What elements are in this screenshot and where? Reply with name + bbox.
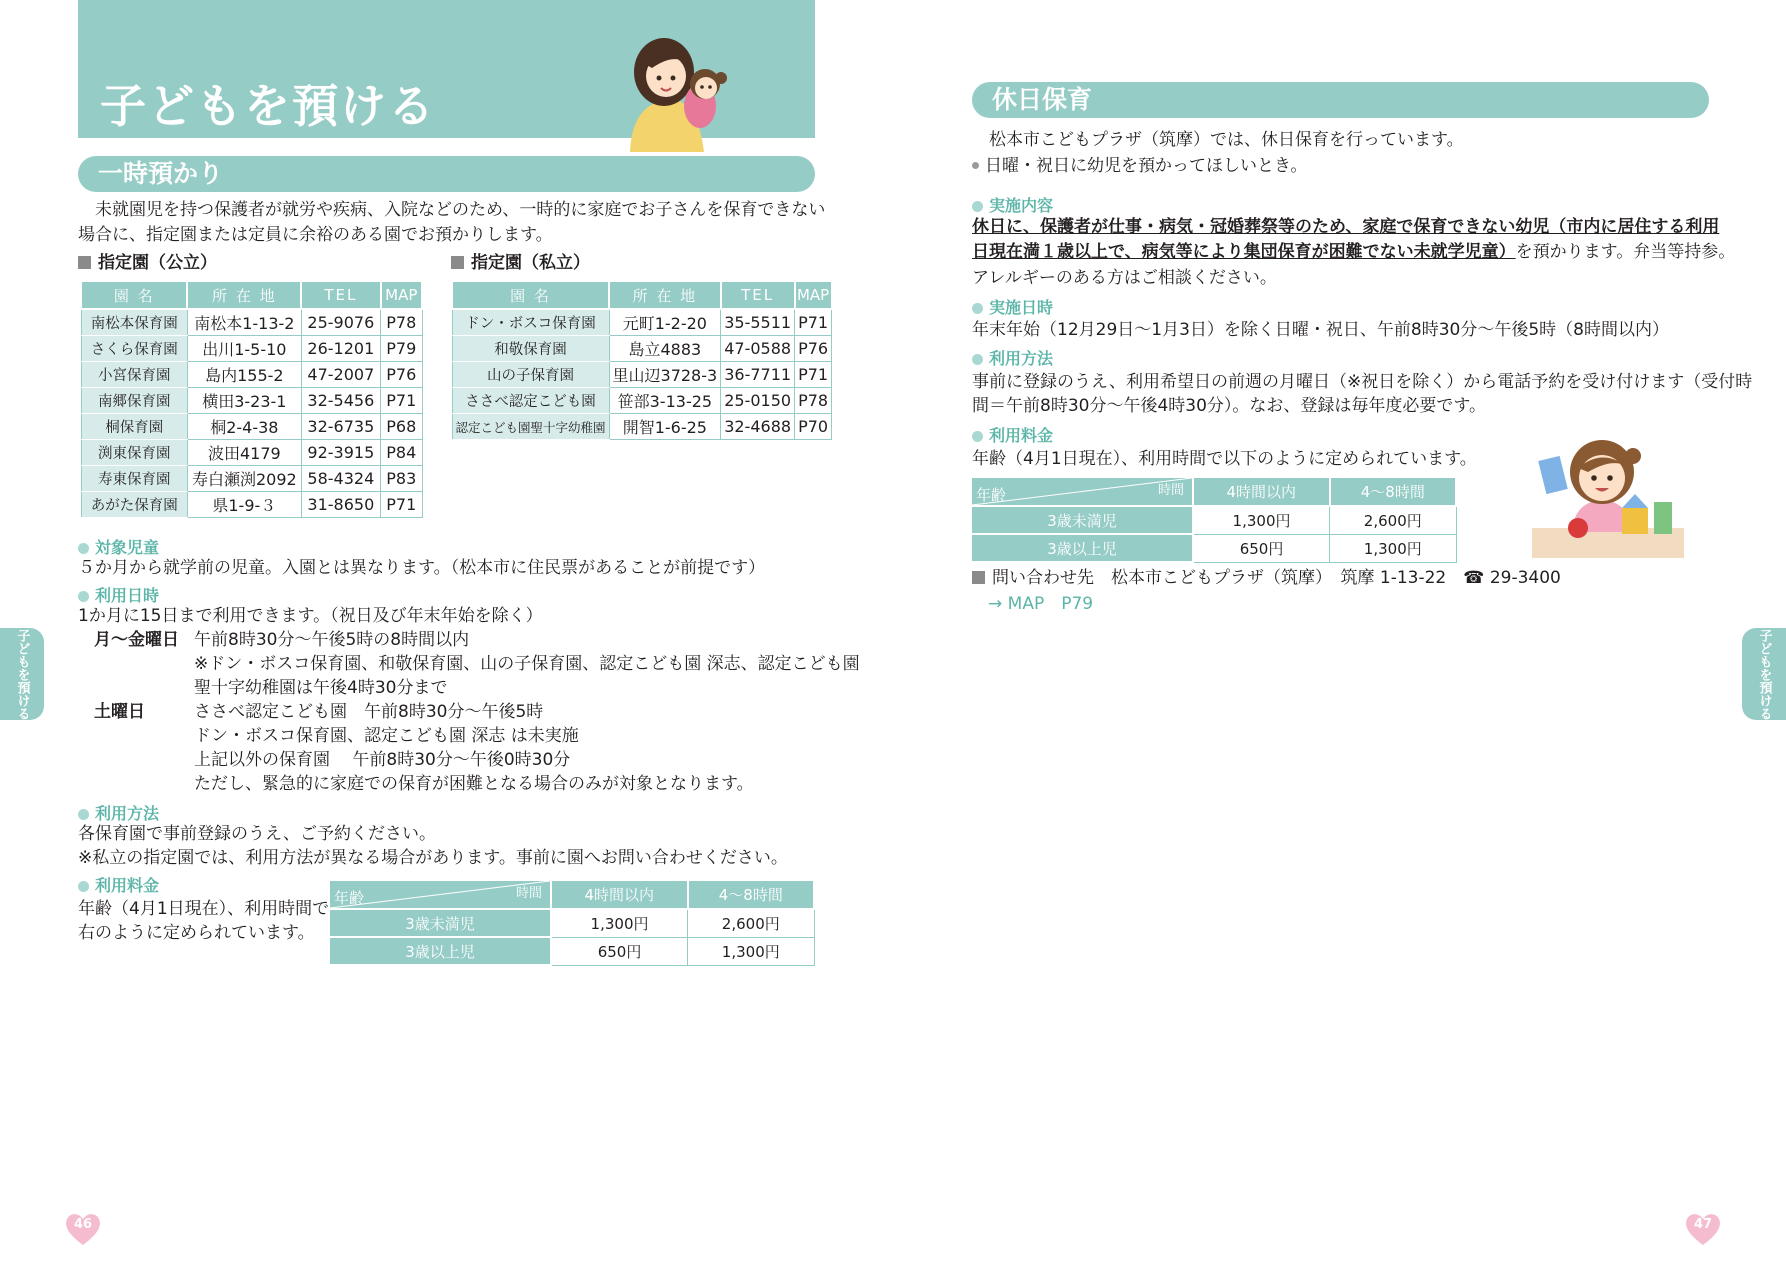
content-line: 休日に、保護者が仕事・病気・冠婚葬祭等のため、家庭で保育できない幼児（市内に居住する利用 <box>972 217 1720 237</box>
content-line: 日現在満１歳以上で、病気等により集団保育が困難でない未就学児童）を預かります。弁当等持参。 <box>972 242 1736 262</box>
fee-row-label: 3歳以上児 <box>971 534 1193 562</box>
nursery-name-cell: 寿東保育園 <box>81 466 187 492</box>
col-header: 園 名 <box>81 281 187 309</box>
weekday-line: ※ドン・ボスコ保育園、和敬保育園、山の子保育園、認定こども園 深志、認定こども園 <box>194 654 860 674</box>
address-cell: 笹部3-13-25 <box>609 388 721 414</box>
table-row <box>81 440 422 466</box>
saturday-line: ドン・ボスコ保育園、認定こども園 深志 は未実施 <box>194 726 579 746</box>
col-header: 園 名 <box>452 281 609 309</box>
col-header: MAP <box>795 281 832 309</box>
public-label: 指定園（公立） <box>78 251 217 276</box>
tel-cell: 92-3915 <box>301 440 380 466</box>
side-tab-right: 子どもを預ける <box>1742 628 1786 720</box>
dot-icon <box>78 809 89 820</box>
tel-cell: 32-4688 <box>721 414 795 440</box>
map-cell: P71 <box>381 388 422 414</box>
map-link[interactable]: → MAP P79 <box>988 594 1094 614</box>
fee-col-header: 4時間以内 <box>1193 477 1330 506</box>
days-text: 1か月に15日まで利用できます。（祝日及び年末年始を除く） <box>78 606 543 626</box>
fee-cell: 1,300円 <box>1330 534 1456 562</box>
tel-cell: 36-7711 <box>721 362 795 388</box>
dot-icon <box>78 591 89 602</box>
target-heading: 対象児童 <box>78 535 159 558</box>
col-header: 所 在 地 <box>609 281 721 309</box>
table-row <box>452 336 832 362</box>
nursery-name-cell: 南松本保育園 <box>81 309 187 336</box>
weekday-line: 午前8時30分～午後5時の8時間以内 <box>194 630 470 650</box>
square-bullet-icon <box>78 256 91 269</box>
fee-row-label: 3歳以上児 <box>329 937 551 965</box>
holiday-days-text: 年末年始（12月29日～1月3日）を除く日曜・祝日、午前8時30分～午後5時（8時間以内） <box>972 320 1669 340</box>
map-cell: P84 <box>381 440 422 466</box>
table-row <box>81 414 422 440</box>
nursery-name-cell: ささべ認定こども園 <box>452 388 609 414</box>
table-row <box>81 309 422 336</box>
target-text: ５か月から就学前の児童。入園とは異なります。（松本市に住民票があることが前提です） <box>78 558 766 578</box>
days-heading: 利用日時 <box>78 583 159 606</box>
fee-corner-cell <box>329 880 551 909</box>
holiday-method-line: 間＝午前8時30分～午後4時30分）。なお、登録は毎年度必要です。 <box>972 396 1487 416</box>
map-cell: P68 <box>381 414 422 440</box>
child-with-blocks-illustration <box>1532 432 1684 558</box>
col-header: TEL <box>301 281 380 309</box>
corner-age-label: 年齢 <box>334 889 365 907</box>
content-heading: 実施内容 <box>972 193 1053 216</box>
nursery-name-cell: 小宮保育園 <box>81 362 187 388</box>
table-row <box>81 362 422 388</box>
address-cell: 県1-9-３ <box>187 492 301 518</box>
tel-cell: 35-5511 <box>721 309 795 336</box>
tel-cell: 47-2007 <box>301 362 380 388</box>
table-header-row <box>81 281 422 309</box>
address-cell: 島内155-2 <box>187 362 301 388</box>
fee-cell: 650円 <box>1193 534 1330 562</box>
col-header: MAP <box>381 281 422 309</box>
dot-icon <box>78 881 89 892</box>
fee-line: 年齢（4月1日現在）、利用時間で <box>78 899 330 919</box>
holiday-fee-heading: 利用料金 <box>972 423 1053 446</box>
private-label: 指定園（私立） <box>451 251 590 276</box>
table-row <box>452 388 832 414</box>
tel-cell: 47-0588 <box>721 336 795 362</box>
tel-cell: 25-9076 <box>301 309 380 336</box>
nursery-name-cell: 渕東保育園 <box>81 440 187 466</box>
intro-line: 場合に、指定園または定員に余裕のある園でお預かりします。 <box>78 225 553 245</box>
map-cell: P76 <box>795 336 832 362</box>
dot-icon <box>972 354 983 365</box>
dot-icon <box>972 303 983 314</box>
fee-cell: 2,600円 <box>1330 506 1456 534</box>
section-title-holiday-care: 休日保育 <box>972 82 1709 118</box>
map-cell: P70 <box>795 414 832 440</box>
bullet-icon <box>972 162 979 169</box>
corner-time-label: 時間 <box>515 886 542 901</box>
heart-icon <box>1684 1210 1722 1248</box>
fee-cell: 1,300円 <box>688 937 814 965</box>
table-row <box>81 388 422 414</box>
address-cell: 島立4883 <box>609 336 721 362</box>
private-nursery-table <box>451 280 833 440</box>
holiday-method-heading: 利用方法 <box>972 346 1053 369</box>
map-cell: P83 <box>381 466 422 492</box>
method-line: 各保育園で事前登録のうえ、ご予約ください。 <box>78 824 437 844</box>
fee-row-label: 3歳未満児 <box>971 506 1193 534</box>
page-number: 46 <box>73 1217 93 1232</box>
fee-row <box>329 937 814 965</box>
section-title-temporary-care: 一時預かり <box>78 156 815 192</box>
fee-heading: 利用料金 <box>78 873 159 896</box>
nursery-name-cell: ドン・ボスコ保育園 <box>452 309 609 336</box>
weekday-line: 聖十字幼稚園は午後4時30分まで <box>194 678 448 698</box>
fee-row <box>971 534 1456 562</box>
weekday-label: 月～金曜日 <box>94 630 179 650</box>
nursery-name-cell: あがた保育園 <box>81 492 187 518</box>
fee-row-label: 3歳未満児 <box>329 909 551 937</box>
tel-cell: 58-4324 <box>301 466 380 492</box>
fee-cell: 1,300円 <box>1193 506 1330 534</box>
address-cell: 横田3-23-1 <box>187 388 301 414</box>
address-cell: 寿白瀬渕2092 <box>187 466 301 492</box>
heart-icon <box>64 1210 102 1248</box>
page-title: 子どもを預ける <box>100 79 436 133</box>
map-cell: P76 <box>381 362 422 388</box>
fee-header-row <box>329 880 814 909</box>
nursery-name-cell: 南郷保育園 <box>81 388 187 414</box>
method-line: ※私立の指定園では、利用方法が異なる場合があります。事前に園へお問い合わせください。 <box>78 848 788 868</box>
fee-row <box>971 506 1456 534</box>
map-cell: P71 <box>381 492 422 518</box>
fee-col-header: 4時間以内 <box>551 880 688 909</box>
nursery-name-cell: 山の子保育園 <box>452 362 609 388</box>
tel-cell: 32-6735 <box>301 414 380 440</box>
nursery-name-cell: 桐保育園 <box>81 414 187 440</box>
nursery-name-cell: 和敬保育園 <box>452 336 609 362</box>
fee-cell: 1,300円 <box>551 909 688 937</box>
holiday-intro: 松本市こどもプラザ（筑摩）では、休日保育を行っています。 <box>972 130 1464 150</box>
fee-line: 右のように定められています。 <box>78 923 315 943</box>
map-cell: P71 <box>795 362 832 388</box>
saturday-label: 土曜日 <box>94 702 145 722</box>
tel-cell: 25-0150 <box>721 388 795 414</box>
col-header: TEL <box>721 281 795 309</box>
contact-line: 問い合わせ先 松本市こどもプラザ（筑摩） 筑摩 1-13-22 ☎ 29-3400 <box>972 566 1561 591</box>
content-line: アレルギーのある方はご相談ください。 <box>972 268 1277 288</box>
corner-time-label: 時間 <box>1157 483 1184 498</box>
saturday-line: 上記以外の保育園 午前8時30分～午後0時30分 <box>194 750 571 770</box>
mother-child-illustration <box>612 34 742 152</box>
dot-icon <box>78 543 89 554</box>
tel-cell: 32-5456 <box>301 388 380 414</box>
holiday-days-heading: 実施日時 <box>972 295 1053 318</box>
table-row <box>452 362 832 388</box>
address-cell: 南松本1-13-2 <box>187 309 301 336</box>
col-header: 所 在 地 <box>187 281 301 309</box>
holiday-method-line: 事前に登録のうえ、利用希望日の前週の月曜日（※祝日を除く）から電話予約を受け付けます（受付時 <box>972 372 1753 392</box>
square-bullet-icon <box>451 256 464 269</box>
intro-line: 未就園児を持つ保護者が就労や疾病、入院などのため、一時的に家庭でお子さんを保育できない <box>78 200 826 220</box>
tel-cell: 31-8650 <box>301 492 380 518</box>
address-cell: 出川1-5-10 <box>187 336 301 362</box>
map-cell: P71 <box>795 309 832 336</box>
address-cell: 波田4179 <box>187 440 301 466</box>
address-cell: 里山辺3728-3 <box>609 362 721 388</box>
saturday-line: ただし、緊急的に家庭での保育が困難となる場合のみが対象となります。 <box>194 774 754 794</box>
fee-col-header: 4～8時間 <box>688 880 814 909</box>
tel-cell: 26-1201 <box>301 336 380 362</box>
fee-col-header: 4～8時間 <box>1330 477 1456 506</box>
saturday-line: ささべ認定こども園 午前8時30分～午後5時 <box>194 702 544 722</box>
page-number: 47 <box>1693 1217 1713 1232</box>
address-cell: 開智1-6-25 <box>609 414 721 440</box>
holiday-bullet: 日曜・祝日に幼児を預かってほしいとき。 <box>972 154 1307 179</box>
address-cell: 元町1-2-20 <box>609 309 721 336</box>
side-tab-left: 子どもを預ける <box>0 628 44 720</box>
nursery-name-cell: さくら保育園 <box>81 336 187 362</box>
table-row <box>81 336 422 362</box>
holiday-fee-text: 年齢（4月1日現在）、利用時間で以下のように定められています。 <box>972 449 1477 469</box>
dot-icon <box>972 431 983 442</box>
table-row <box>452 309 832 336</box>
fee-table-left <box>328 879 815 966</box>
corner-age-label: 年齢 <box>976 486 1007 504</box>
fee-cell: 2,600円 <box>688 909 814 937</box>
fee-header-row <box>971 477 1456 506</box>
address-cell: 桐2-4-38 <box>187 414 301 440</box>
fee-table-right <box>970 476 1457 563</box>
map-cell: P79 <box>381 336 422 362</box>
table-header-row <box>452 281 832 309</box>
map-cell: P78 <box>381 309 422 336</box>
table-row <box>81 466 422 492</box>
square-bullet-icon <box>972 571 985 584</box>
map-cell: P78 <box>795 388 832 414</box>
dot-icon <box>972 201 983 212</box>
table-row <box>452 414 832 440</box>
method-heading: 利用方法 <box>78 801 159 824</box>
fee-cell: 650円 <box>551 937 688 965</box>
fee-row <box>329 909 814 937</box>
table-row <box>81 492 422 518</box>
public-nursery-table <box>80 280 423 518</box>
fee-corner-cell <box>971 477 1193 506</box>
nursery-name-cell: 認定こども園聖十字幼稚園 <box>452 414 609 440</box>
